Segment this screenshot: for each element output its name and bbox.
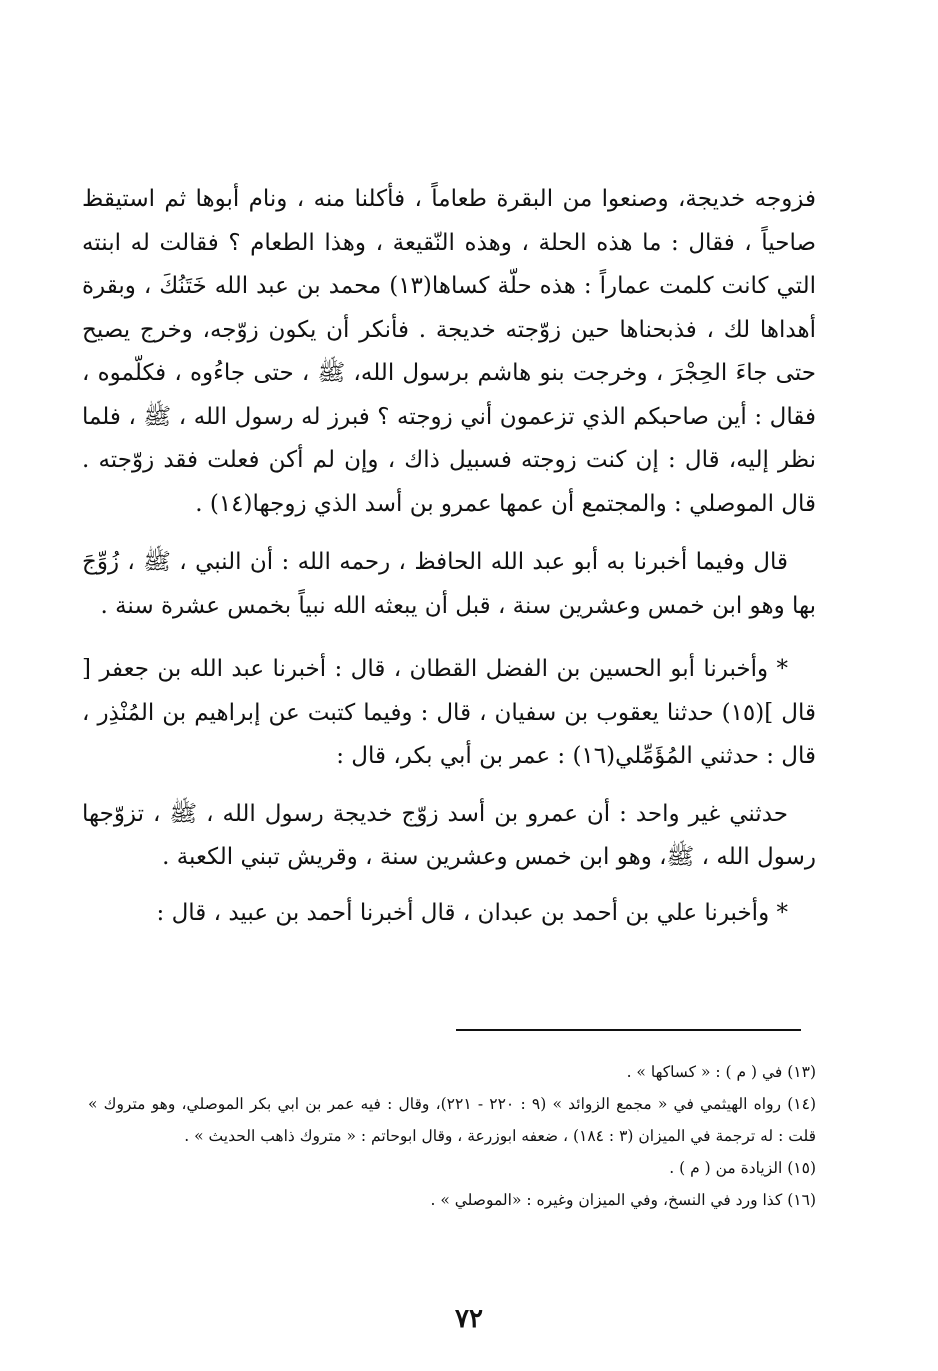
footnote-13: (١٣) في ( م ) : « كساكها » . [626, 1063, 816, 1081]
paragraph-4: حدثني غير واحد : أن عمرو بن أسد زوّج خديجة رسول الله ، ﷺ ، تزوّجها رسول الله ، ﷺ، وهو ابن خمس وعشرين سنة ، وقريش تبني الكعبة . [82, 800, 816, 870]
footnote-14: (١٤) رواه الهيثمي في « مجمع الزوائد » (٩ : ٢٢٠ - ٢٢١)، وقال : فيه عمر بن ابي بكر الموصلي، وهو متروك » قلت : له ترجمة في الميزان (٣ : ١٨٤) ، ضعفه ابوزرعة ، وقال ابوحاتم : « متروك ذاهب الحديث » . [88, 1095, 816, 1145]
page-number: ٧٢ [455, 1304, 483, 1334]
paragraph-3: * وأخبرنا أبو الحسين بن الفضل القطان ، قال : أخبرنا عبد الله بن جعفر [ قال ](١٥) حدثنا يعقوب بن سفيان ، قال : وفيما كتبت عن إبراهيم بن المُنْذِر ، قال : حدثني المُؤَمِّلي(١٦) : عمر بن أبي بكر، قال : [82, 656, 816, 769]
paragraph-1: فزوجه خديجة، وصنعوا من البقرة طعاماً ، فأكلنا منه ، ونام أبوها ثم استيقظ صاحياً ، فقال : ما هذه الحلة ، وهذه النّقيعة ، وهذا الطعام ؟ فقالت له ابنته التي كانت كلمت عماراً : هذه حلّة كساها(١٣) محمد بن عبد الله خَتَنُكَ ، وبقرة أهداها لك ، فذبحناها حين زوّجته خديجة . فأنكر أن يكون زوّجه، وخرج يصيح حتى جاءَ الحِجْرَ ، وخرجت بنو هاشم برسول الله، ﷺ ، حتى جاءُوه ، فكلّموه ، فقال : أين صاحبكم الذي تزعمون أني زوجته ؟ فبرز له رسول الله ، ﷺ ، فلما نظر إليه، قال : إن كنت زوجته فسبيل ذاك ، وإن لم أكن فعلت فقد زوّجته . قال الموصلي : والمجتمع أن عمها عمرو بن أسد الذي زوجها(١٤) . [82, 186, 816, 517]
paragraph-2: قال وفيما أخبرنا به أبو عبد الله الحافظ ، رحمه الله : أن النبي ، ﷺ ، زُوِّجَ بها وهو ابن خمس وعشرين سنة ، قبل أن يبعثه الله نبياً بخمس عشرة سنة . [82, 549, 816, 619]
paragraph-5: * وأخبرنا علي بن أحمد بن عبدان ، قال أخبرنا أحمد بن عبيد ، قال : [156, 899, 788, 926]
footnotes [88, 1056, 816, 1216]
footnote-separator [456, 1029, 801, 1031]
footnote-16: (١٦) كذا ورد في النسخ، وفي الميزان وغيره : «الموصلي » . [430, 1191, 816, 1209]
footnote-15: (١٥) الزيادة من ( م ) . [669, 1159, 816, 1177]
main-text [82, 178, 816, 935]
